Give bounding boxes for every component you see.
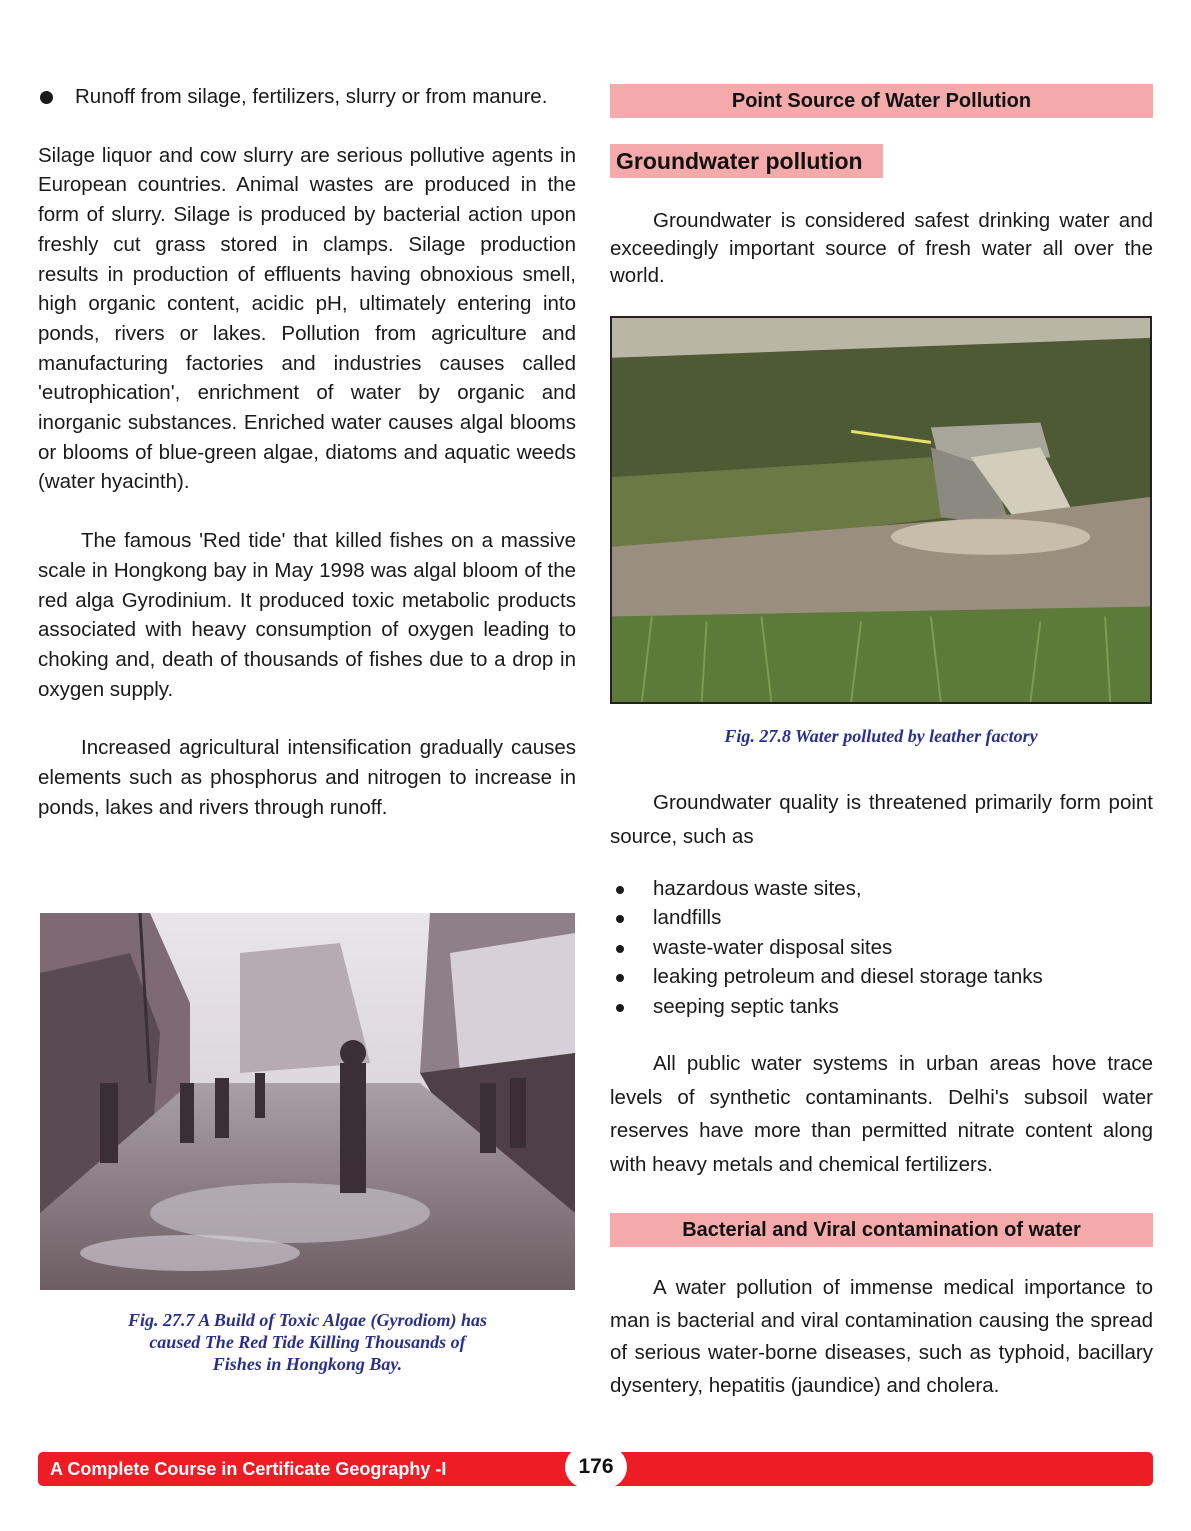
figure-27-7-photo	[40, 913, 575, 1290]
caption-line: Fig. 27.7 A Build of Toxic Algae (Gyrodiom) has	[127, 1310, 488, 1330]
figure-27-8-caption: Fig. 27.8 Water polluted by leather factory	[724, 726, 1038, 746]
list-item: landfills	[610, 903, 1153, 932]
list-item: leaking petroleum and diesel storage tanks	[610, 962, 1153, 991]
caption-line: Fishes in Hongkong Bay.	[212, 1354, 403, 1374]
paragraph-intensification: Increased agricultural intensification gradually causes elements such as phosphorus and nitrogen to increase in ponds, lakes and rivers through runoff.	[38, 736, 576, 819]
paragraph-groundwater: Groundwater is considered safest drinking water and exceedingly important source of fresh water all over the world.	[610, 209, 1153, 287]
paragraph-red-tide: The famous 'Red tide' that killed fishes on a massive scale in Hongkong bay in May 1998 was algal bloom of the red alga Gyrodinium. It produced toxic metabolic products associated with heavy consumption of oxygen leading to choking and, death of thousands of fishes due to a drop in oxygen supply.	[38, 529, 576, 701]
groundwater-heading-wrap	[610, 144, 883, 178]
list-item: waste-water disposal sites	[610, 933, 1153, 962]
paragraph-urban: All public water systems in urban areas hove trace levels of synthetic contaminants. Delhi's subsoil water reserves have more than permitted nitrate content along with heavy metals and chemical fertilizers.	[610, 1052, 1153, 1176]
bullet-runoff: Runoff from silage, fertilizers, slurry or from manure.	[38, 82, 576, 112]
list-item: hazardous waste sites,	[610, 874, 1153, 903]
paragraph-quality: Groundwater quality is threatened primarily form point source, such as	[610, 791, 1153, 848]
footer-bar	[38, 1452, 1153, 1486]
paragraph-silage: Silage liquor and cow slurry are serious pollutive agents in European countries. Animal wastes are produced in the form of slurry. Silage is produced by bacterial action upon freshly cut grass stored in clamps. Silage production results in production of effluents having obnoxious smell, high organic content, acidic pH, ultimately entering into ponds, rivers or lakes. Pollution from agriculture and manufacturing factories and industries causes called 'eutrophication', enrichment of water by organic and inorganic substances. Enriched water causes algal blooms or blooms of blue-green algae, diatoms and aquatic weeds (water hyacinth).	[38, 143, 576, 494]
bacterial-band: Bacterial and Viral contamination of water	[610, 1213, 1153, 1247]
paragraph-bacterial: A water pollution of immense medical importance to man is bacterial and viral contamination causing the spread of serious water-borne diseases, such as typhoid, bacillary dysentery, hepatitis (jaundice) and cholera.	[610, 1276, 1153, 1397]
groundwater-intro	[610, 207, 1153, 290]
figure-27-7-caption	[40, 1309, 575, 1375]
groundwater-heading: Groundwater pollution	[610, 144, 883, 178]
footer-title: A Complete Course in Certificate Geography -I	[50, 1459, 447, 1479]
bacterial-text	[610, 1272, 1153, 1402]
point-source-list	[610, 874, 1153, 1021]
figure-27-8-photo	[610, 316, 1152, 704]
right-lower-text	[610, 786, 1153, 1181]
left-column	[38, 82, 576, 822]
page-number: 176	[565, 1446, 627, 1488]
caption-line: caused The Red Tide Killing Thousands of	[149, 1332, 466, 1352]
point-source-band: Point Source of Water Pollution	[610, 84, 1153, 118]
list-item: seeping septic tanks	[610, 992, 1153, 1021]
